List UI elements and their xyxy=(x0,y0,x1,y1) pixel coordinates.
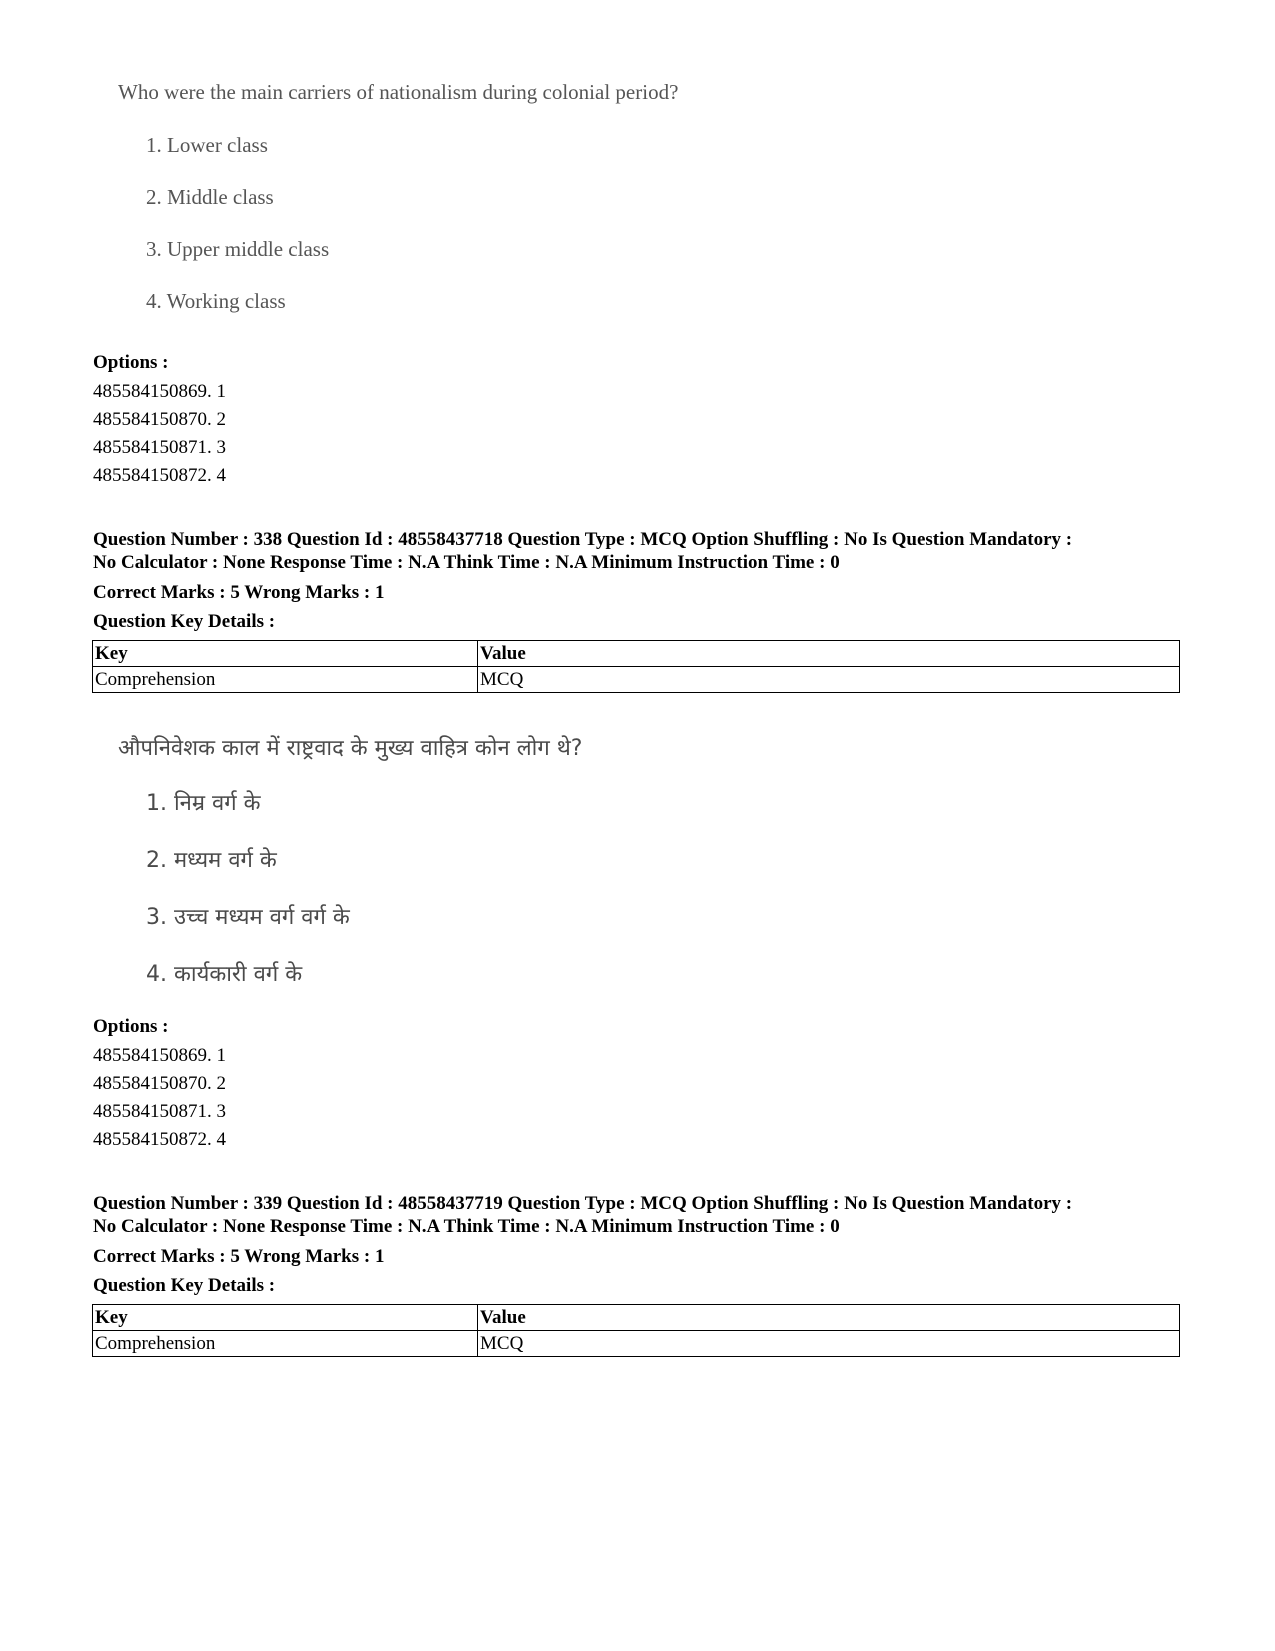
question-choice: 4. कार्यकारी वर्ग के xyxy=(146,962,303,987)
table-cell: Comprehension xyxy=(93,667,478,693)
question-meta-line: No Calculator : None Response Time : N.A Think Time : N.A Minimum Instruction Time : 0 xyxy=(93,1216,840,1237)
question-choice: 2. Middle class xyxy=(146,185,274,209)
option-item: 485584150869. 1 xyxy=(93,381,226,402)
option-item: 485584150871. 3 xyxy=(93,437,226,458)
marks-line: Correct Marks : 5 Wrong Marks : 1 xyxy=(93,1246,385,1267)
table-header-value: Value xyxy=(478,1305,1180,1331)
question-meta xyxy=(93,1192,1243,1238)
table-header-value: Value xyxy=(478,641,1180,667)
question-meta-line: Question Number : 338 Question Id : 48558437718 Question Type : MCQ Option Shuffling : No Is Question Mandatory : xyxy=(93,529,1073,550)
option-item: 485584150870. 2 xyxy=(93,1073,226,1094)
options-label: Options : xyxy=(93,1016,169,1037)
question-choice: 3. उच्च मध्यम वर्ग वर्ग के xyxy=(146,905,350,930)
option-item: 485584150871. 3 xyxy=(93,1101,226,1122)
table-cell: MCQ xyxy=(478,1331,1180,1357)
question-image-english xyxy=(0,0,1275,330)
question-image-hindi xyxy=(0,715,1275,985)
question-choice: 3. Upper middle class xyxy=(146,237,330,261)
question-meta-line: No Calculator : None Response Time : N.A Think Time : N.A Minimum Instruction Time : 0 xyxy=(93,552,840,573)
option-item: 485584150870. 2 xyxy=(93,409,226,430)
question-choice: 1. निम्र वर्ग के xyxy=(146,791,261,816)
key-details-label: Question Key Details : xyxy=(93,611,276,632)
table-header-row xyxy=(93,641,1180,667)
question-meta-line: Question Number : 339 Question Id : 48558437719 Question Type : MCQ Option Shuffling : No Is Question Mandatory : xyxy=(93,1193,1073,1214)
table-header-row xyxy=(93,1305,1180,1331)
option-item: 485584150872. 4 xyxy=(93,465,226,486)
question-meta xyxy=(93,528,1243,574)
table-header-key: Key xyxy=(93,641,478,667)
table-row xyxy=(93,1331,1180,1357)
key-details-table xyxy=(92,1304,1180,1357)
key-details-label: Question Key Details : xyxy=(93,1275,276,1296)
option-item: 485584150872. 4 xyxy=(93,1129,226,1150)
question-stem: औपनिवेशक काल में राष्ट्रवाद के मुख्य वाहित्र कोन लोग थे? xyxy=(118,736,583,761)
question-choice: 2. मध्यम वर्ग के xyxy=(146,848,277,873)
table-row xyxy=(93,667,1180,693)
table-header-key: Key xyxy=(93,1305,478,1331)
option-item: 485584150869. 1 xyxy=(93,1045,226,1066)
options-label: Options : xyxy=(93,352,169,373)
table-cell: MCQ xyxy=(478,667,1180,693)
question-stem: Who were the main carriers of nationalism during colonial period? xyxy=(118,80,679,104)
key-details-table xyxy=(92,640,1180,693)
table-cell: Comprehension xyxy=(93,1331,478,1357)
question-choice: 1. Lower class xyxy=(146,133,268,157)
question-choice: 4. Working class xyxy=(146,289,286,313)
marks-line: Correct Marks : 5 Wrong Marks : 1 xyxy=(93,582,385,603)
